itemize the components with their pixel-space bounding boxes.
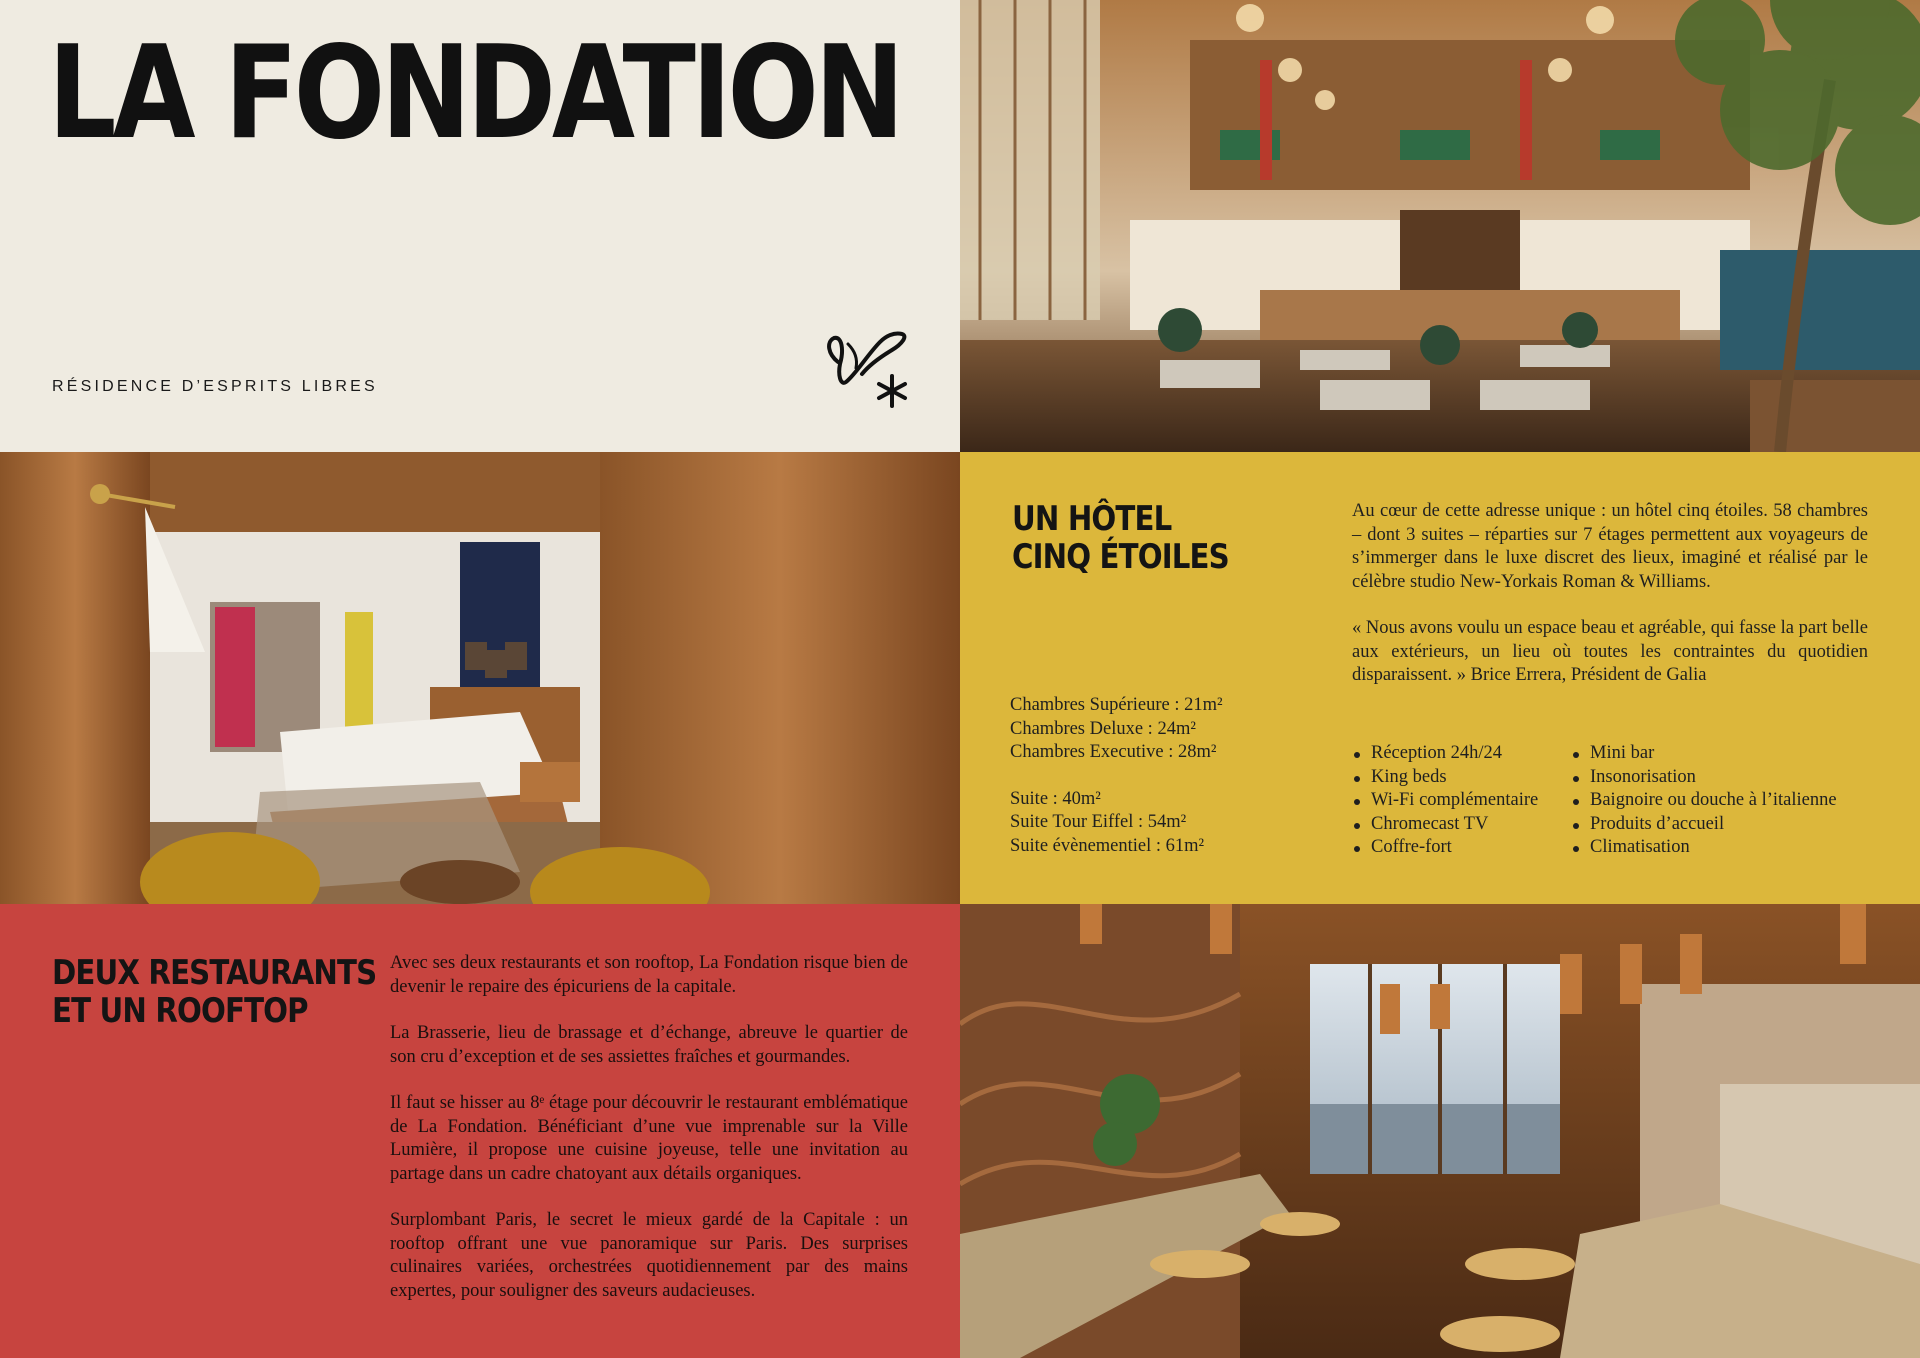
- hotel-heading-line1: UN HÔTEL: [1012, 499, 1172, 539]
- bedroom-photo: [0, 452, 960, 904]
- hotel-heading: [1012, 500, 1229, 576]
- restaurants-paragraph: Il faut se hisser au 8ᵉ étage pour découvrir le restaurant emblématique de La Fondation. Bénéficiant d’une vue imprenable sur la Ville Lumière, il propose une cuisine joyeuse, telle une invitation au partage dans un cadre chatoyant aux détails organiques.: [390, 1093, 908, 1184]
- suite-size-item: Suite : 40m²: [1010, 788, 1101, 809]
- amenity-item: Produits d’accueil: [1571, 813, 1837, 837]
- amenity-item: Mini bar: [1571, 742, 1837, 766]
- room-sizes: [1010, 694, 1223, 858]
- page-subtitle: RÉSIDENCE D’ESPRITS LIBRES: [52, 378, 378, 395]
- amenities-list-1: [1352, 742, 1538, 860]
- restaurants-paragraph: Surplombant Paris, le secret le mieux gardé de la Capitale : un rooftop offrant une vue panoramique sur Paris. Des surprises culinaires variées, orchestrées quotidiennement par des mains expertes, pour souligner des saveurs audacieuses.: [390, 1210, 908, 1301]
- restaurants-panel: [0, 904, 960, 1358]
- page-title: LA FONDATION: [48, 19, 901, 168]
- restaurants-heading-line2: ET UN ROOFTOP: [52, 991, 308, 1031]
- suite-size-item: Suite Tour Eiffel : 54m²: [1010, 812, 1187, 832]
- hotel-text: [1352, 500, 1868, 711]
- restaurant-photo: [960, 904, 1920, 1358]
- restaurants-heading: [52, 954, 376, 1030]
- hotel-heading-line2: CINQ ÉTOILES: [1012, 537, 1229, 577]
- amenity-item: Chromecast TV: [1352, 813, 1538, 837]
- restaurants-text: [390, 952, 908, 1326]
- amenity-item: King beds: [1352, 766, 1538, 790]
- amenity-item: Réception 24h/24: [1352, 742, 1538, 766]
- room-size-item: Chambres Executive : 28m²: [1010, 742, 1217, 762]
- hotel-quote: « Nous avons voulu un espace beau et agréable, qui fasse la part belle aux extérieurs, un lieu où toutes les contraintes du quotidien disparaissent. » Brice Errera, Président de Galia: [1352, 618, 1868, 685]
- suite-size-item: Suite évènementiel : 61m²: [1010, 835, 1205, 856]
- room-size-item: Chambres Deluxe : 24m²: [1010, 718, 1196, 739]
- room-size-item: Chambres Supérieure : 21m²: [1010, 695, 1223, 715]
- restaurants-paragraph: La Brasserie, lieu de brassage et d’échange, abreuve le quartier de son cru d’exception et de ses assiettes fraîches et gourmandes.: [390, 1023, 908, 1067]
- amenity-item: Climatisation: [1571, 836, 1837, 860]
- restaurants-paragraph: Avec ses deux restaurants et son rooftop, La Fondation risque bien de devenir le repaire des épicuriens de la capitale.: [390, 953, 908, 997]
- title-panel: [0, 0, 960, 452]
- bar-lounge-photo: [960, 0, 1920, 452]
- amenity-item: Baignoire ou douche à l’italienne: [1571, 789, 1837, 813]
- amenities-list-2: [1571, 742, 1837, 860]
- signature-monogram-icon: [818, 324, 918, 416]
- amenity-item: Wi-Fi complémentaire: [1352, 789, 1538, 813]
- hotel-intro: Au cœur de cette adresse unique : un hôtel cinq étoiles. 58 chambres – dont 3 suites – réparties sur 7 étages permettent aux voyageurs de s’immerger dans le luxe discret des lieux, imaginé et réalisé par le célèbre studio New-Yorkais Roman & Williams.: [1352, 501, 1868, 592]
- amenity-item: Coffre-fort: [1352, 836, 1538, 860]
- amenity-item: Insonorisation: [1571, 766, 1837, 790]
- restaurants-heading-line1: DEUX RESTAURANTS: [52, 953, 377, 993]
